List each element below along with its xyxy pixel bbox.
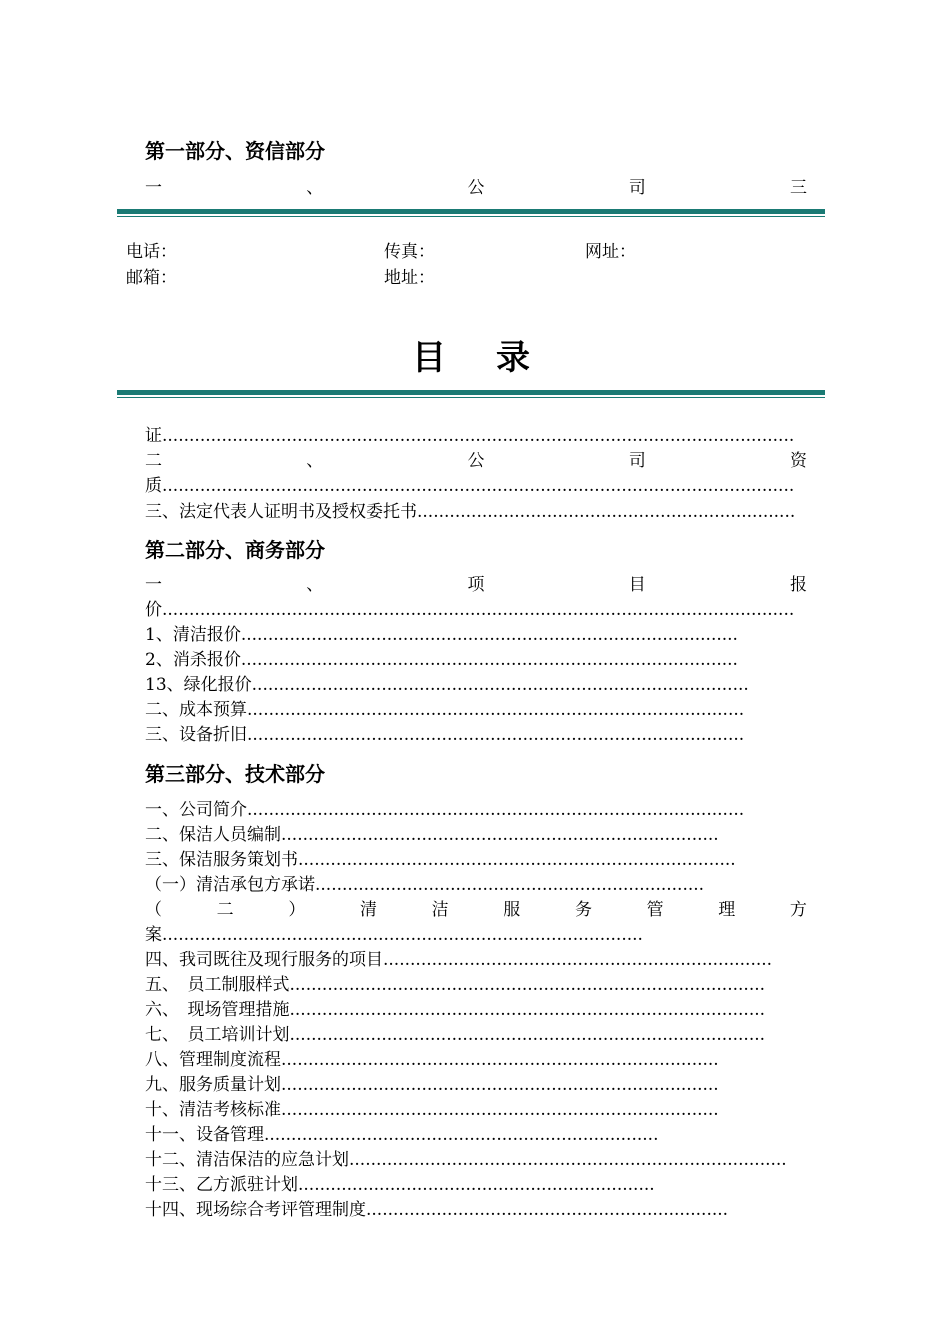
spread-char: 报 — [790, 575, 807, 595]
email-label: 邮箱： — [126, 268, 177, 288]
part1-spread-line — [145, 176, 807, 201]
toc-entry[interactable]: 二、成本预算............................................................................................ — [145, 700, 745, 720]
toc-spread-line[interactable] — [145, 449, 807, 474]
part1-heading: 第一部分、资信部分 — [145, 139, 325, 163]
toc-entry[interactable]: 八、管理制度流程................................................................................. — [145, 1050, 719, 1070]
toc-spread-line[interactable] — [145, 898, 807, 923]
toc-entry[interactable]: 三、法定代表人证明书及授权委托书...................................................................... — [145, 502, 796, 522]
toc-entry[interactable]: 案......................................................................................... — [145, 925, 643, 945]
toc-entry[interactable]: 十三、乙方派驻计划.................................................................. — [145, 1175, 655, 1195]
spread-char: 目 — [628, 575, 646, 595]
toc-entry[interactable]: 九、服务质量计划................................................................................. — [145, 1075, 719, 1095]
spread-char: 、 — [306, 178, 324, 198]
web-label: 网址： — [585, 242, 636, 262]
part2-heading: 第二部分、商务部分 — [145, 538, 325, 562]
spread-char: 方 — [789, 900, 807, 920]
spread-char: 司 — [628, 451, 646, 471]
toc-entry[interactable]: 一、公司简介............................................................................................ — [145, 800, 745, 820]
part3-heading: 第三部分、技术部分 — [145, 762, 325, 786]
spread-char: 项 — [467, 575, 485, 595]
spread-char: 公 — [467, 451, 485, 471]
toc-entry[interactable]: 十四、现场综合考评管理制度................................................................... — [145, 1200, 729, 1220]
toc-spread-line[interactable] — [145, 573, 807, 598]
toc-entry[interactable]: 质..................................................................................................................... — [145, 476, 795, 496]
toc-entry[interactable]: 七、 员工培训计划........................................................................................ — [145, 1025, 766, 1045]
spread-char: ） — [288, 900, 306, 920]
spread-char: 服 — [503, 900, 521, 920]
toc-entry[interactable]: 三、设备折旧............................................................................................ — [145, 725, 745, 745]
spread-char: 资 — [790, 451, 807, 471]
spread-char: 一 — [145, 575, 162, 595]
toc-entry[interactable]: 证..................................................................................................................... — [145, 426, 795, 446]
toc-entry[interactable]: 1、清洁报价............................................................................................ — [145, 625, 738, 645]
spread-char: 务 — [574, 900, 592, 920]
toc-rule — [117, 390, 825, 398]
spread-char: 二 — [216, 900, 234, 920]
spread-char: 司 — [628, 178, 646, 198]
toc-entry[interactable]: 2、消杀报价............................................................................................ — [145, 650, 738, 670]
spread-char: 公 — [467, 178, 485, 198]
toc-entry[interactable]: 三、保洁服务策划书................................................................................. — [145, 850, 736, 870]
toc-entry[interactable]: 四、我司既往及现行服务的项目........................................................................ — [145, 950, 773, 970]
toc-entry[interactable]: 五、 员工制服样式........................................................................................ — [145, 975, 766, 995]
toc-entry[interactable]: 13、绿化报价............................................................................................ — [145, 675, 749, 695]
toc-entry[interactable]: 十二、清洁保洁的应急计划................................................................................. — [145, 1150, 787, 1170]
spread-char: 、 — [306, 575, 324, 595]
spread-char: 、 — [306, 451, 324, 471]
address-label: 地址： — [384, 268, 435, 288]
toc-entry[interactable]: 六、 现场管理措施........................................................................................ — [145, 1000, 766, 1020]
toc-entry[interactable]: 二、保洁人员编制................................................................................. — [145, 825, 719, 845]
spread-char: 洁 — [431, 900, 449, 920]
spread-char: 理 — [718, 900, 736, 920]
spread-char: 管 — [646, 900, 664, 920]
toc-entry[interactable]: 价..................................................................................................................... — [145, 600, 795, 620]
fax-label: 传真： — [384, 242, 435, 262]
toc-entry[interactable]: 十、清洁考核标准................................................................................. — [145, 1100, 719, 1120]
phone-label: 电话： — [126, 242, 177, 262]
toc-entry[interactable]: 十一、设备管理......................................................................... — [145, 1125, 659, 1145]
header-rule — [117, 209, 825, 217]
spread-char: 三 — [790, 178, 807, 198]
spread-char: （ — [145, 900, 162, 920]
toc-entry[interactable]: （一）清洁承包方承诺........................................................................ — [145, 875, 705, 895]
spread-char: 清 — [359, 900, 377, 920]
spread-char: 一 — [145, 178, 162, 198]
toc-title: 目录 — [412, 338, 580, 378]
spread-char: 二 — [145, 451, 162, 471]
